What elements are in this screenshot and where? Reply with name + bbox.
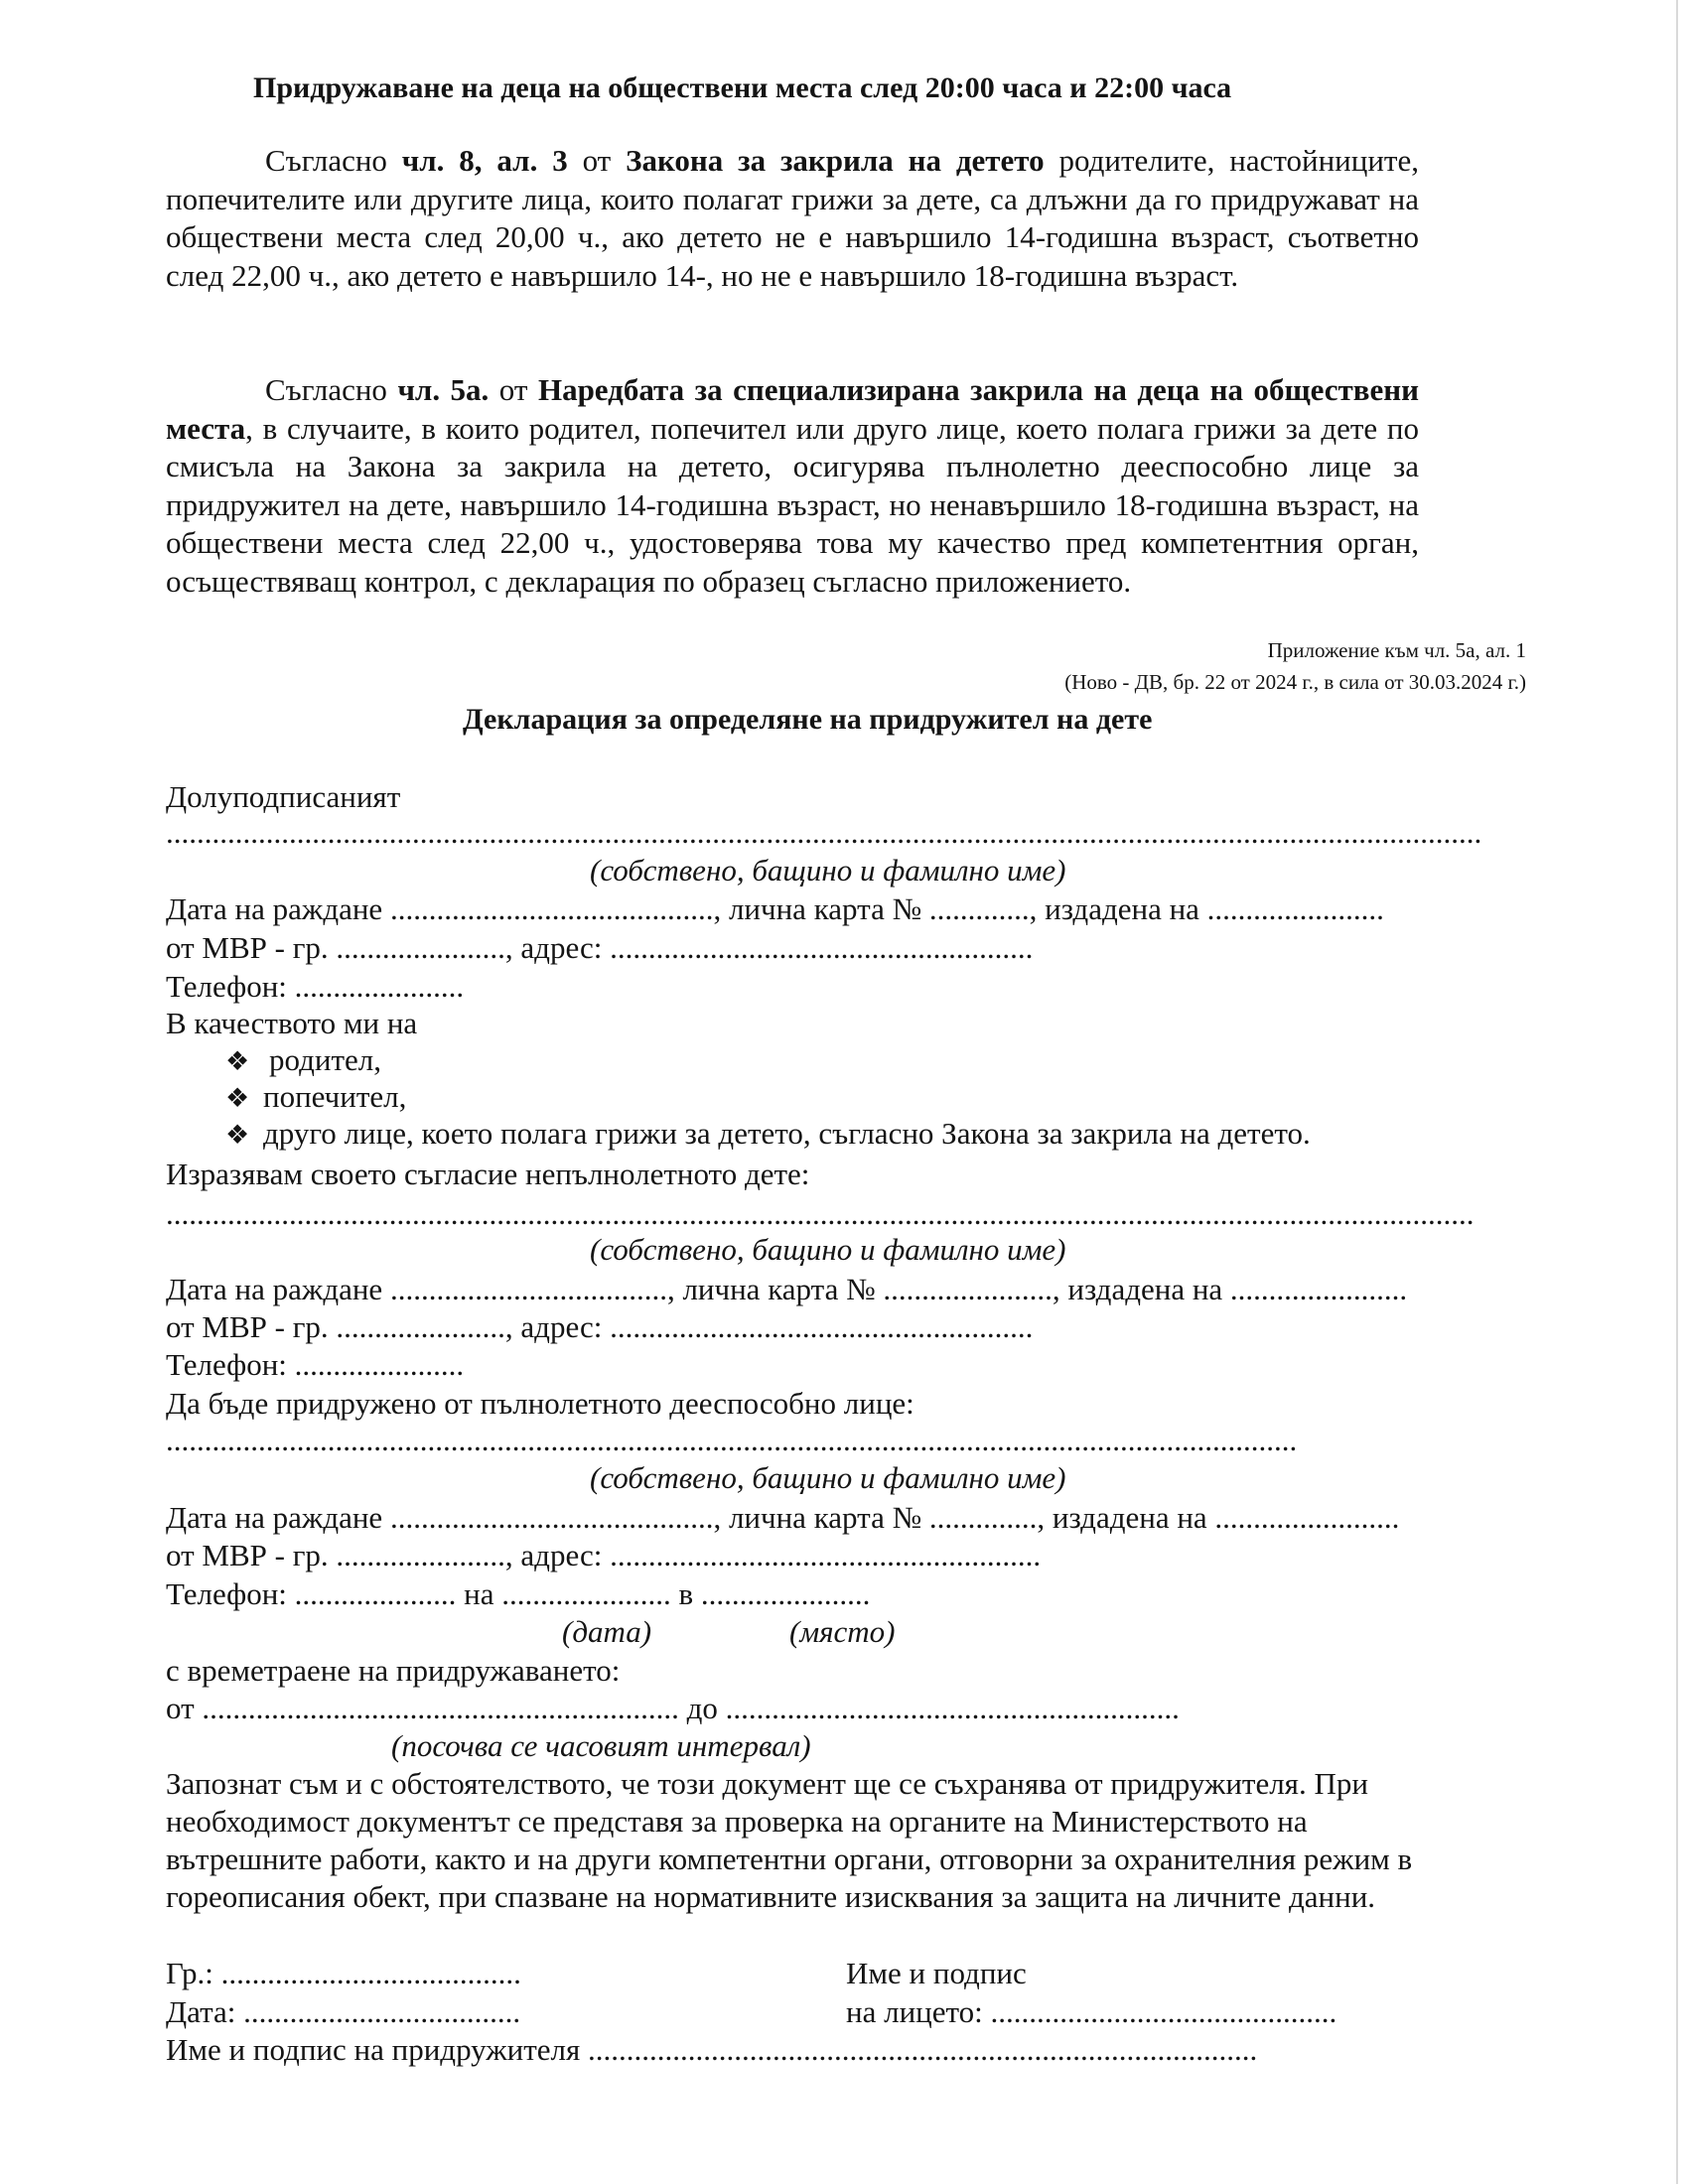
birth-line-3: Дата на раждане .........................................., лична карта № .............., издадена на ........................: [166, 1500, 1400, 1535]
consent-label: Изразявам своето съгласие непълнолетното дете:: [166, 1157, 810, 1191]
birth-line-2: Дата на раждане ...................................., лична карта № ......................, издадена на .......................: [166, 1272, 1408, 1306]
p1-bold-2: Закона за закрила на детето: [626, 143, 1045, 178]
interval-hint: (посочва се часовият интервал): [391, 1728, 811, 1763]
p2-text-2: от: [489, 372, 538, 407]
phone-line-3: Телефон: ..................... на ...................... в ......................: [166, 1576, 871, 1611]
paragraph-1: [166, 142, 1419, 295]
paragraph-2: [166, 371, 1419, 601]
escort-sign-field: Име и подпис на придружителя .......................................................................................: [166, 2032, 1258, 2067]
name-hint-1: (собствено, бащино и фамилно име): [590, 853, 1066, 887]
document-title: Придружаване на деца на обществени места след 20:00 часа и 22:00 часа: [253, 71, 1232, 104]
p1-text-1: Съгласно: [265, 143, 402, 178]
mvr-line-1: от МВР - гр. ......................, адрес: .......................................................: [166, 930, 1034, 965]
p2-bold-2: Наредбата за специализирана закрила на деца на обществени места: [166, 372, 1419, 446]
p2-bold-1: чл. 5а.: [397, 372, 490, 407]
phone-line-2: Телефон: ......................: [166, 1347, 465, 1382]
name-sign-label: Име и подпис: [846, 1956, 1027, 1990]
name-field-1: ...........................................................................................................................................................................: [166, 815, 1482, 850]
option-label: родител,: [269, 1042, 381, 1077]
name-field-3: ...................................................................................................................................................: [166, 1423, 1298, 1457]
notice-line-3: вътрешните работи, както и на други компетентни органи, отговорни за охранителния режим в: [166, 1842, 1413, 1876]
duration-label: с времетраене на придружаването:: [166, 1653, 621, 1688]
appendix-amendment: (Ново - ДВ, бр. 22 от 2024 г., в сила от 30.03.2024 г.): [1064, 670, 1526, 694]
option-parent: [225, 1041, 381, 1080]
bullet-icon: ❖: [225, 1120, 250, 1150]
city-field: Гр.: .......................................: [166, 1956, 521, 1990]
notice-line-4: гореописания обект, при спазване на нормативните изисквания за защита на личните данни.: [166, 1879, 1376, 1914]
scan-edge: [1676, 0, 1678, 2184]
mvr-line-3: от МВР - гр. ......................, адрес: ........................................................: [166, 1538, 1042, 1572]
bullet-icon: ❖: [225, 1083, 250, 1113]
p1-bold-1: чл. 8, ал. 3: [401, 143, 568, 178]
name-hint-3: (собствено, бащино и фамилно име): [590, 1460, 1066, 1495]
phone-line-1: Телефон: ......................: [166, 969, 465, 1004]
capacity-label: В качеството ми на: [166, 1006, 418, 1040]
accompanied-label: Да бъде придружено от пълнолетното дееспособно лице:: [166, 1386, 914, 1421]
place-hint: (място): [789, 1614, 896, 1649]
name-hint-2: (собствено, бащино и фамилно име): [590, 1232, 1066, 1267]
date-field: Дата: ....................................: [166, 1994, 521, 2029]
person-sign-field: на лицето: .............................................: [846, 1994, 1337, 2029]
birth-line-1: Дата на раждане .........................................., лична карта № ............., издадена на .......................: [166, 891, 1384, 926]
option-other-person: [225, 1115, 1311, 1154]
bullet-icon: ❖: [225, 1046, 250, 1076]
p1-text-2: от: [567, 143, 627, 178]
from-to-line: от .............................................................. до ...........................................................: [166, 1691, 1180, 1725]
p2-text-1: Съгласно: [265, 372, 398, 407]
option-guardian: [225, 1078, 406, 1117]
notice-line-2: необходимост документът се представя за проверка на органите на Министерството на: [166, 1804, 1308, 1839]
option-label: попечител,: [263, 1079, 407, 1114]
mvr-line-2: от МВР - гр. ......................, адрес: .......................................................: [166, 1309, 1034, 1344]
date-hint: (дата): [562, 1614, 652, 1649]
notice-line-1: Запознат съм и с обстоятелството, че този документ ще се съхранява от придружителя. При: [166, 1766, 1368, 1801]
undersigned-label: Долуподписаният: [166, 779, 401, 814]
p2-text-3: , в случаите, в които родител, попечител или друго лице, което полага грижи за дете по смисъла на Закона за закрила на детето, осигурява пълнолетно дееспособно лице за придружител на дете, навършило 14-годишна възраст, но ненавършило 18-годишна възраст, на обществени места след 22,00 ч., удостоверява това му качество пред компетентния орган, осъществяващ контрол, с декларация по образец съгласно приложението.: [166, 410, 1419, 599]
name-field-2: ..........................................................................................................................................................................: [166, 1196, 1475, 1231]
option-label: друго лице, което полага грижи за детето, съгласно Закона за закрила на детето.: [263, 1116, 1311, 1151]
appendix-ref: Приложение към чл. 5а, ал. 1: [1267, 638, 1526, 662]
p1-text-3: родителите, настойниците, попечителите или другите лица, които полагат грижи за дете, са длъжни да го придружават на обществени места след 20,00 ч., ако детето не е навършило 14-годишна възраст, съответно след 22,00 ч., ако детето е навършило 14-, но не е навършило 18-годишна възраст.: [166, 143, 1419, 293]
declaration-title: Декларация за определяне на придружител на дете: [463, 703, 1153, 736]
